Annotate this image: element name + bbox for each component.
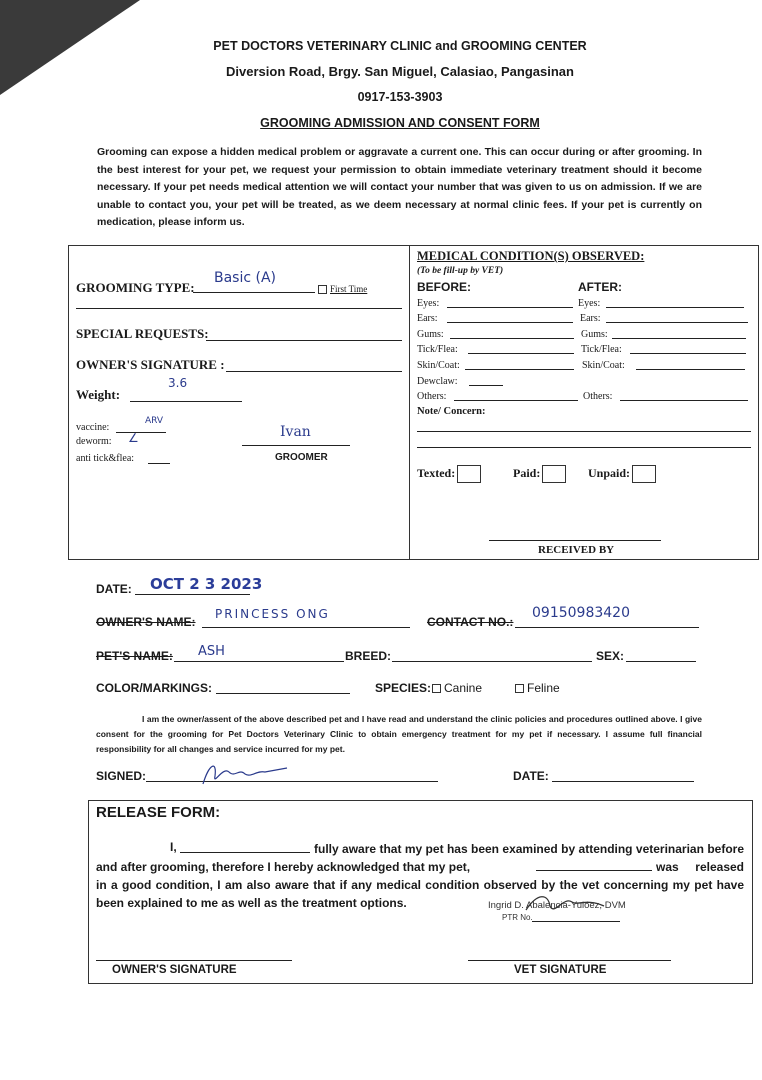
weight-line: [130, 401, 242, 402]
sex-line: [626, 661, 696, 662]
before-gums-line: [450, 338, 574, 339]
release-text-2: fully aware that my pet has been examined by attending veterinarian before and after grooming, therefore I hereby acknowledged that my pet,: [96, 842, 744, 874]
owner-name-label: OWNER'S NAME:: [96, 615, 196, 629]
anti-tick-label: anti tick&flea:: [76, 453, 135, 464]
after-others-line: [620, 400, 748, 401]
groomer-name: Ivan: [280, 424, 311, 440]
after-gums-line: [612, 338, 746, 339]
after-gums: Gums:: [581, 329, 608, 340]
ptr-label: PTR No.: [502, 913, 533, 922]
vet-signature-scribble: [520, 888, 610, 924]
form-title: GROOMING ADMISSION AND CONSENT FORM: [260, 116, 540, 130]
owner-signature-release-line: [96, 960, 292, 961]
clinic-address: Diversion Road, Brgy. San Miguel, Calasiao, Pangasinan: [226, 64, 574, 79]
grooming-type-value: Basic (A): [214, 270, 277, 286]
received-by-line: [489, 540, 661, 541]
consent-paragraph: I am the owner/assent of the above described pet and I have read and understand the clinic policies and procedures outlined above. I give consent for the grooming for Pet Doctors Veterinary Clinic to obtain emergency treatment for my pet if necessary. I assume full financial responsibility for all changes and service incurred for my pet.: [96, 714, 702, 754]
after-label: AFTER:: [578, 280, 622, 294]
pet-name-label: PET'S NAME:: [96, 649, 173, 663]
special-requests-line: [206, 340, 402, 341]
feline-label: Feline: [527, 681, 560, 695]
box-divider: [409, 246, 410, 559]
clinic-name: PET DOCTORS VETERINARY CLINIC and GROOMING CENTER: [213, 39, 587, 53]
after-others: Others:: [583, 391, 613, 402]
release-text-1: I,: [170, 840, 177, 854]
before-others: Others:: [417, 391, 447, 402]
grooming-type-line: [193, 292, 315, 293]
release-text-3: was released in a good condition, I am also aware that if any medical condition observed by the vet concerning my pet have been explained to me as well as the treatment options.: [96, 860, 744, 910]
feline-checkbox[interactable]: [515, 681, 560, 695]
deworm-label: deworm:: [76, 436, 112, 447]
owner-name-line: [202, 627, 410, 628]
vet-signature-line: [468, 960, 671, 961]
texted-checkbox[interactable]: [417, 465, 481, 483]
color-line: [216, 693, 350, 694]
sex-label: SEX:: [596, 649, 625, 663]
before-eyes-line: [447, 307, 573, 308]
before-label: BEFORE:: [417, 280, 471, 294]
vaccine-line: [116, 432, 166, 433]
owner-name-value: PRINCESS ONG: [215, 607, 330, 621]
before-eyes: Eyes:: [417, 298, 440, 309]
grooming-type-line-2: [76, 308, 402, 309]
medical-title: MEDICAL CONDITION(S) OBSERVED:: [417, 249, 645, 263]
signed-date-line: [552, 781, 694, 782]
medical-subtitle: (To be fill-up by VET): [417, 266, 504, 276]
unpaid-checkbox[interactable]: [588, 465, 656, 483]
contact-value: 09150983420: [532, 605, 630, 621]
clinic-phone: 0917-153-3903: [357, 90, 443, 104]
note-line-1: [417, 431, 751, 432]
note-label: Note/ Concern:: [417, 406, 486, 417]
special-requests-label: SPECIAL REQUESTS:: [76, 326, 209, 341]
canine-checkbox[interactable]: [432, 681, 482, 695]
owner-signature-label: OWNER'S SIGNATURE :: [76, 357, 225, 372]
first-time-checkbox[interactable]: [318, 284, 367, 294]
groomer-label: GROOMER: [275, 452, 328, 463]
weight-value: 3.6: [168, 376, 188, 390]
breed-label: BREED:: [345, 649, 392, 663]
grooming-type-label: GROOMING TYPE:: [76, 280, 195, 295]
groomer-line: [242, 445, 350, 446]
owner-signature-scribble: [195, 756, 295, 792]
texted-label: Texted:: [417, 465, 456, 480]
after-eyes: Eyes:: [578, 298, 601, 309]
canine-label: Canine: [444, 681, 483, 695]
vaccine-value: ARV: [145, 416, 164, 426]
signed-label: SIGNED:: [96, 769, 147, 783]
before-ears: Ears:: [417, 313, 438, 324]
before-skin-line: [465, 369, 574, 370]
release-title: RELEASE FORM:: [96, 804, 221, 821]
date-stamp: OCT 2 3 2023: [150, 575, 263, 593]
received-by-label: RECEIVED BY: [538, 544, 615, 556]
before-tick: Tick/Flea:: [417, 344, 458, 355]
before-skin: Skin/Coat:: [417, 360, 460, 371]
vaccine-label: vaccine:: [76, 422, 110, 433]
after-tick-line: [630, 353, 746, 354]
after-skin: Skin/Coat:: [582, 360, 625, 371]
weight-label: Weight:: [76, 387, 121, 402]
date-label: DATE:: [96, 582, 132, 596]
dewclaw-label: Dewclaw:: [417, 376, 458, 387]
anti-tick-line: [148, 463, 170, 464]
pet-name-value: ASH: [198, 644, 225, 659]
dewclaw-line: [469, 385, 503, 386]
contact-line: [515, 627, 699, 628]
breed-line: [392, 661, 592, 662]
intro-paragraph: Grooming can expose a hidden medical problem or aggravate a current one. This can occur during or after grooming. In the best interest for your pet, we request your permission to obtain immediate veterinary treatment should it become necessary. If your pet needs medical attention we will contact your number that was given to us on admission. If we are unable to contact you, your pet will be treated, as we deem necessary at normal clinic fees. If your pet is currently on medication, please inform us.: [97, 146, 702, 228]
color-label: COLOR/MARKINGS:: [96, 681, 212, 695]
paid-label: Paid:: [513, 465, 541, 480]
after-ears-line: [606, 322, 748, 323]
after-eyes-line: [606, 307, 744, 308]
vet-name-stamp: Ingrid D. Abalencia-Yulóez, DVM: [488, 900, 626, 911]
before-gums: Gums:: [417, 329, 444, 340]
note-line-2: [417, 447, 751, 448]
after-skin-line: [636, 369, 745, 370]
paid-checkbox[interactable]: [513, 465, 566, 483]
unpaid-label: Unpaid:: [588, 465, 631, 480]
owner-signature-release-label: OWNER'S SIGNATURE: [112, 964, 237, 976]
after-ears: Ears:: [580, 313, 601, 324]
species-label: SPECIES:: [375, 681, 432, 695]
first-time-label: First Time: [330, 284, 368, 294]
pet-name-line: [174, 661, 344, 662]
contact-label: CONTACT NO.:: [427, 615, 514, 629]
owner-signature-line: [226, 371, 402, 372]
before-tick-line: [468, 353, 574, 354]
after-tick: Tick/Flea:: [581, 344, 622, 355]
before-ears-line: [447, 322, 573, 323]
vet-signature-label: VET SIGNATURE: [514, 964, 607, 976]
signed-date-label: DATE:: [513, 769, 549, 783]
deworm-mark: ∠: [128, 431, 139, 445]
before-others-line: [454, 400, 578, 401]
date-line: [135, 594, 250, 595]
